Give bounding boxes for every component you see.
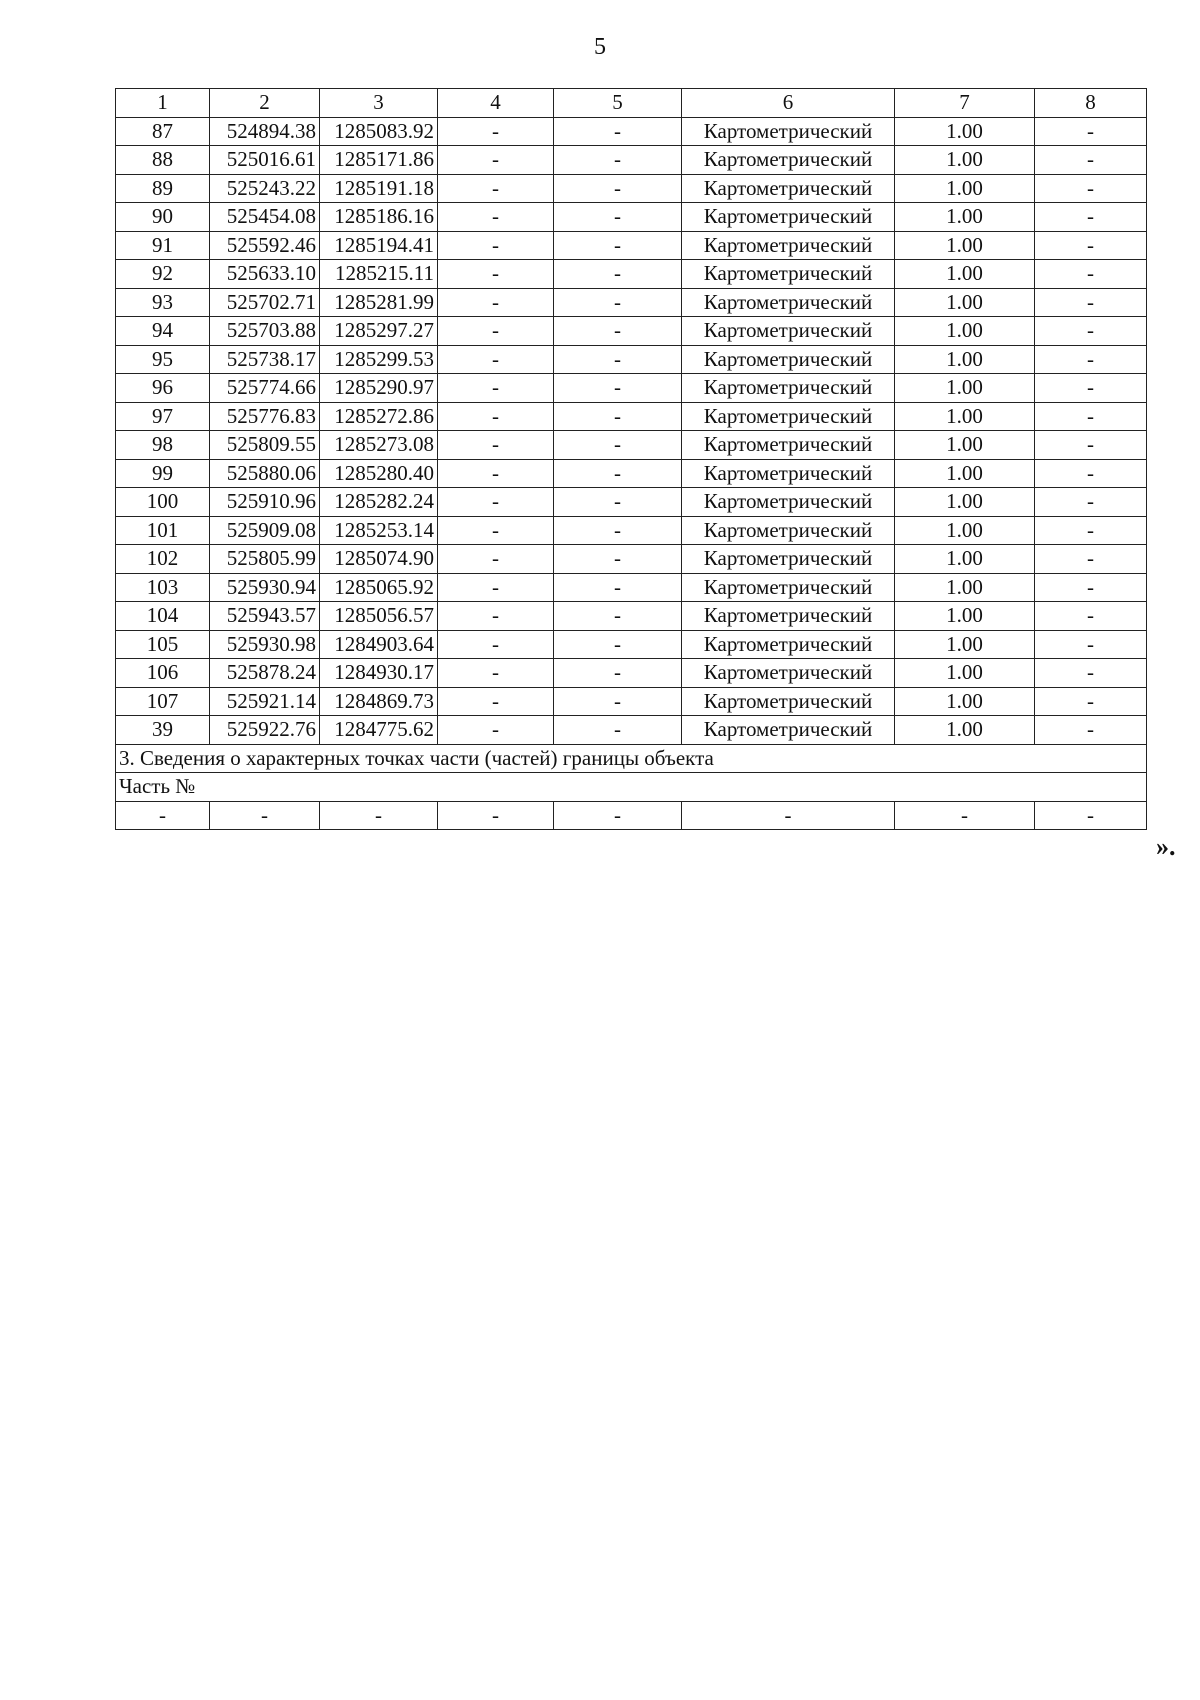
table-cell: - xyxy=(554,488,682,517)
table-cell: 525880.06 xyxy=(210,459,320,488)
table-cell: Картометрический xyxy=(682,488,895,517)
table-cell: 93 xyxy=(116,288,210,317)
table-cell: 1.00 xyxy=(895,203,1035,232)
table-cell: - xyxy=(438,431,554,460)
table-cell: 5 xyxy=(554,89,682,118)
table-cell: 525243.22 xyxy=(210,174,320,203)
table-cell: 1.00 xyxy=(895,374,1035,403)
table-row xyxy=(116,174,1147,203)
table-cell: 1284930.17 xyxy=(320,659,438,688)
table-cell: 6 xyxy=(682,89,895,118)
table-cell: 1.00 xyxy=(895,174,1035,203)
table-cell: 525921.14 xyxy=(210,687,320,716)
table-row xyxy=(116,659,1147,688)
table-cell: 1285299.53 xyxy=(320,345,438,374)
coordinates-table xyxy=(115,88,1147,830)
table-cell: - xyxy=(438,516,554,545)
table-cell: - xyxy=(438,231,554,260)
table-row xyxy=(116,431,1147,460)
table-cell: - xyxy=(554,317,682,346)
table-cell: - xyxy=(438,801,554,830)
table-cell: 525454.08 xyxy=(210,203,320,232)
table-cell: - xyxy=(1035,345,1147,374)
table-cell: 1285215.11 xyxy=(320,260,438,289)
table-cell: 525910.96 xyxy=(210,488,320,517)
table-cell: 1 xyxy=(116,89,210,118)
table-cell: 1285253.14 xyxy=(320,516,438,545)
table-cell: 1284869.73 xyxy=(320,687,438,716)
table-cell: - xyxy=(438,174,554,203)
table-cell: - xyxy=(1035,602,1147,631)
table-cell: - xyxy=(1035,516,1147,545)
table-cell: 525776.83 xyxy=(210,402,320,431)
table-cell: 95 xyxy=(116,345,210,374)
table-cell: - xyxy=(438,288,554,317)
page-number: 5 xyxy=(594,34,606,60)
table-cell: - xyxy=(210,801,320,830)
table-cell: 1285297.27 xyxy=(320,317,438,346)
table-row xyxy=(116,374,1147,403)
table-cell: 7 xyxy=(895,89,1035,118)
table-cell: - xyxy=(554,602,682,631)
table-cell: Картометрический xyxy=(682,687,895,716)
table-cell: - xyxy=(438,488,554,517)
table-cell: - xyxy=(1035,174,1147,203)
table-cell: 97 xyxy=(116,402,210,431)
table-cell: 525930.94 xyxy=(210,573,320,602)
table-cell: - xyxy=(1035,687,1147,716)
table-cell: - xyxy=(1035,573,1147,602)
table-cell: 1285280.40 xyxy=(320,459,438,488)
table-row xyxy=(116,716,1147,745)
table-row xyxy=(116,203,1147,232)
table-cell: - xyxy=(1035,117,1147,146)
table-cell: 98 xyxy=(116,431,210,460)
table-cell: 525702.71 xyxy=(210,288,320,317)
table-cell: - xyxy=(554,374,682,403)
table-cell: 1.00 xyxy=(895,402,1035,431)
table-cell: - xyxy=(554,630,682,659)
table-cell: Картометрический xyxy=(682,659,895,688)
table-cell: Картометрический xyxy=(682,288,895,317)
table-cell: 1.00 xyxy=(895,431,1035,460)
table-cell: - xyxy=(1035,545,1147,574)
table-cell: - xyxy=(554,146,682,175)
section-title-row-text: 3. Сведения о характерных точках части (частей) границы объекта xyxy=(116,744,1147,773)
section-title-row xyxy=(116,744,1147,773)
table-cell: 525016.61 xyxy=(210,146,320,175)
table-cell: - xyxy=(554,203,682,232)
table-cell: 1.00 xyxy=(895,317,1035,346)
table-row xyxy=(116,459,1147,488)
table-cell: 525703.88 xyxy=(210,317,320,346)
empty-part-row xyxy=(116,801,1147,830)
table-cell: - xyxy=(438,402,554,431)
table-cell: Картометрический xyxy=(682,516,895,545)
table-cell: 103 xyxy=(116,573,210,602)
table-body xyxy=(116,89,1147,830)
table-cell: Картометрический xyxy=(682,573,895,602)
table-cell: - xyxy=(895,801,1035,830)
table-cell: - xyxy=(554,117,682,146)
table-cell: - xyxy=(554,459,682,488)
table-cell: 525774.66 xyxy=(210,374,320,403)
table-cell: - xyxy=(554,288,682,317)
table-cell: 1.00 xyxy=(895,231,1035,260)
table-cell: - xyxy=(116,801,210,830)
table-cell: Картометрический xyxy=(682,231,895,260)
table-row xyxy=(116,260,1147,289)
table-row xyxy=(116,630,1147,659)
table-cell: - xyxy=(438,573,554,602)
table-row xyxy=(116,146,1147,175)
table-cell: Картометрический xyxy=(682,630,895,659)
table-cell: 1285273.08 xyxy=(320,431,438,460)
table-cell: 39 xyxy=(116,716,210,745)
table-cell: - xyxy=(554,659,682,688)
table-cell: - xyxy=(554,687,682,716)
table-cell: - xyxy=(1035,374,1147,403)
table-cell: - xyxy=(682,801,895,830)
table-cell: - xyxy=(1035,317,1147,346)
table-cell: 1285194.41 xyxy=(320,231,438,260)
table-row xyxy=(116,602,1147,631)
table-cell: 1285083.92 xyxy=(320,117,438,146)
table-cell: - xyxy=(1035,459,1147,488)
table-cell: - xyxy=(438,687,554,716)
table-cell: Картометрический xyxy=(682,459,895,488)
table-cell: 104 xyxy=(116,602,210,631)
table-cell: Картометрический xyxy=(682,545,895,574)
table-cell: Картометрический xyxy=(682,431,895,460)
table-cell: 1284903.64 xyxy=(320,630,438,659)
table-row xyxy=(116,545,1147,574)
table-cell: - xyxy=(1035,146,1147,175)
table-cell: 525922.76 xyxy=(210,716,320,745)
part-label-row-text: Часть № xyxy=(116,773,1147,802)
table-cell: 106 xyxy=(116,659,210,688)
table-cell: - xyxy=(554,231,682,260)
table-cell: - xyxy=(554,801,682,830)
table-cell: - xyxy=(1035,402,1147,431)
table-cell: 1.00 xyxy=(895,630,1035,659)
table-cell: - xyxy=(1035,488,1147,517)
table-cell: Картометрический xyxy=(682,402,895,431)
table-cell: - xyxy=(554,573,682,602)
table-cell: 525633.10 xyxy=(210,260,320,289)
table-cell: - xyxy=(438,146,554,175)
table-cell: 1.00 xyxy=(895,488,1035,517)
table-cell: - xyxy=(1035,630,1147,659)
table-cell: 525878.24 xyxy=(210,659,320,688)
table-cell: Картометрический xyxy=(682,174,895,203)
table-cell: - xyxy=(554,260,682,289)
table-cell: Картометрический xyxy=(682,716,895,745)
table-cell: 87 xyxy=(116,117,210,146)
table-cell: - xyxy=(438,545,554,574)
table-cell: 1285282.24 xyxy=(320,488,438,517)
table-cell: - xyxy=(438,459,554,488)
table-row xyxy=(116,317,1147,346)
table-cell: - xyxy=(1035,288,1147,317)
table-cell: 1285281.99 xyxy=(320,288,438,317)
table-cell: 525909.08 xyxy=(210,516,320,545)
table-cell: 1.00 xyxy=(895,659,1035,688)
table-cell: 1285171.86 xyxy=(320,146,438,175)
table-cell: Картометрический xyxy=(682,203,895,232)
table-cell: 1.00 xyxy=(895,516,1035,545)
table-cell: 88 xyxy=(116,146,210,175)
table-cell: 1285272.86 xyxy=(320,402,438,431)
table-cell: Картометрический xyxy=(682,317,895,346)
part-label-row xyxy=(116,773,1147,802)
table-row xyxy=(116,288,1147,317)
table-cell: 1285290.97 xyxy=(320,374,438,403)
table-row xyxy=(116,231,1147,260)
table-cell: 1285074.90 xyxy=(320,545,438,574)
table-cell: 91 xyxy=(116,231,210,260)
table-cell: 525809.55 xyxy=(210,431,320,460)
table-cell: 1.00 xyxy=(895,345,1035,374)
table-row xyxy=(116,516,1147,545)
table-cell: 1284775.62 xyxy=(320,716,438,745)
table-cell: 100 xyxy=(116,488,210,517)
table-cell: 1.00 xyxy=(895,687,1035,716)
table-cell: - xyxy=(1035,716,1147,745)
table-cell: 101 xyxy=(116,516,210,545)
table-cell: - xyxy=(554,716,682,745)
table-cell: 92 xyxy=(116,260,210,289)
table-cell: - xyxy=(438,317,554,346)
table-row xyxy=(116,488,1147,517)
table-cell: 1285065.92 xyxy=(320,573,438,602)
table-cell: 107 xyxy=(116,687,210,716)
table-cell: - xyxy=(554,431,682,460)
table-cell: Картометрический xyxy=(682,260,895,289)
table-cell: 525738.17 xyxy=(210,345,320,374)
table-cell: - xyxy=(438,659,554,688)
table-row xyxy=(116,345,1147,374)
table-cell: 1.00 xyxy=(895,716,1035,745)
table-cell: 525805.99 xyxy=(210,545,320,574)
table-cell: 1.00 xyxy=(895,117,1035,146)
closing-quote-mark: ». xyxy=(1156,832,1176,861)
table-cell: - xyxy=(554,516,682,545)
table-cell: 1.00 xyxy=(895,288,1035,317)
table-cell: 99 xyxy=(116,459,210,488)
table-cell: 8 xyxy=(1035,89,1147,118)
table-cell: - xyxy=(1035,231,1147,260)
table-cell: 1.00 xyxy=(895,459,1035,488)
header-row xyxy=(116,89,1147,118)
table-cell: 1285186.16 xyxy=(320,203,438,232)
table-cell: Картометрический xyxy=(682,374,895,403)
table-cell: Картометрический xyxy=(682,146,895,175)
table-cell: 90 xyxy=(116,203,210,232)
table-cell: - xyxy=(1035,801,1147,830)
table-cell: - xyxy=(320,801,438,830)
table-cell: 524894.38 xyxy=(210,117,320,146)
table-cell: 1.00 xyxy=(895,573,1035,602)
table-cell: - xyxy=(1035,260,1147,289)
table-cell: 1.00 xyxy=(895,545,1035,574)
table-cell: 1.00 xyxy=(895,602,1035,631)
table-cell: 1285191.18 xyxy=(320,174,438,203)
table-cell: Картометрический xyxy=(682,602,895,631)
table-cell: - xyxy=(438,374,554,403)
table-row xyxy=(116,687,1147,716)
table-cell: - xyxy=(438,602,554,631)
table-row xyxy=(116,117,1147,146)
table-cell: - xyxy=(1035,431,1147,460)
table-row xyxy=(116,402,1147,431)
table-cell: - xyxy=(554,174,682,203)
table-cell: 102 xyxy=(116,545,210,574)
table-cell: 1.00 xyxy=(895,146,1035,175)
table-cell: - xyxy=(438,260,554,289)
table-cell: - xyxy=(554,402,682,431)
table-cell: 1285056.57 xyxy=(320,602,438,631)
table-cell: 96 xyxy=(116,374,210,403)
table-cell: - xyxy=(438,203,554,232)
table-cell: 94 xyxy=(116,317,210,346)
table-row xyxy=(116,573,1147,602)
table-cell: 105 xyxy=(116,630,210,659)
table-cell: 525592.46 xyxy=(210,231,320,260)
table-cell: - xyxy=(554,545,682,574)
table-cell: - xyxy=(438,345,554,374)
table-cell: 525943.57 xyxy=(210,602,320,631)
table-cell: - xyxy=(438,716,554,745)
table-cell: 1.00 xyxy=(895,260,1035,289)
table-cell: Картометрический xyxy=(682,117,895,146)
table-cell: - xyxy=(554,345,682,374)
table-cell: - xyxy=(438,117,554,146)
table-cell: 3 xyxy=(320,89,438,118)
table-cell: 89 xyxy=(116,174,210,203)
table-cell: 4 xyxy=(438,89,554,118)
table-cell: Картометрический xyxy=(682,345,895,374)
table-cell: - xyxy=(1035,659,1147,688)
table-cell: 2 xyxy=(210,89,320,118)
table-cell: 525930.98 xyxy=(210,630,320,659)
table-cell: - xyxy=(438,630,554,659)
table-cell: - xyxy=(1035,203,1147,232)
